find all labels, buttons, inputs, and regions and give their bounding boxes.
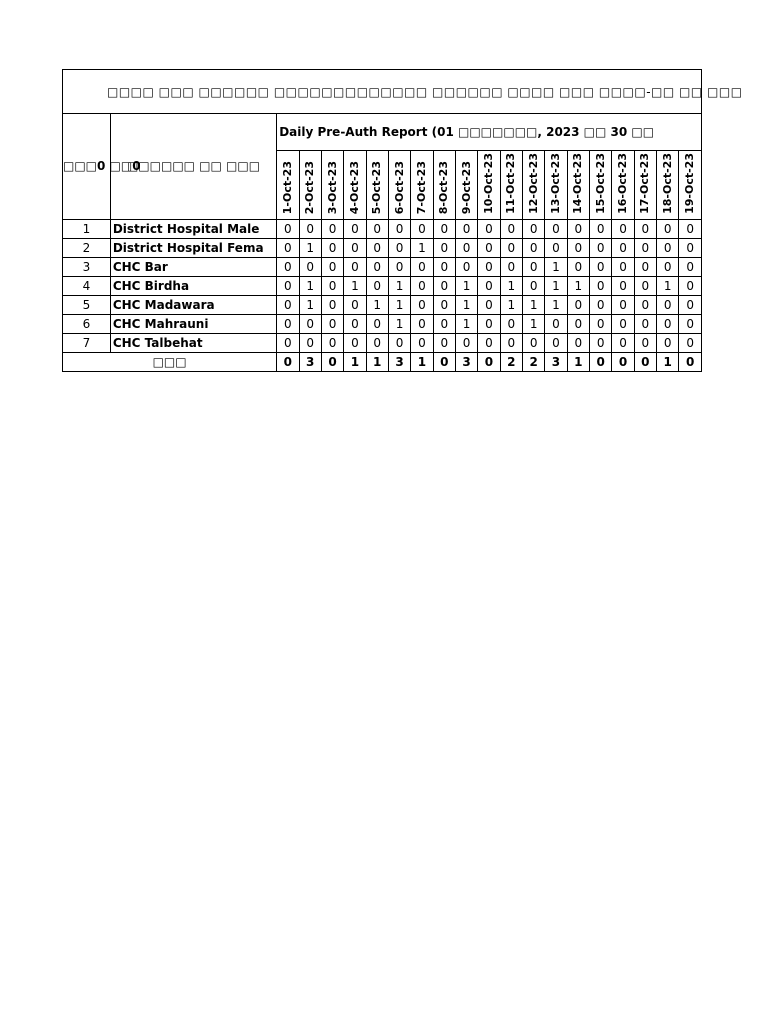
count-cell: 0 bbox=[478, 219, 500, 238]
report-subtitle: Daily Pre-Auth Report (01 □□□□□□□, 2023 □□ 30 □□ bbox=[277, 114, 702, 151]
count-cell: 0 bbox=[590, 257, 612, 276]
date-header-label: 14-Oct-23 bbox=[571, 153, 585, 214]
count-cell: 0 bbox=[366, 314, 388, 333]
count-cell: 0 bbox=[344, 333, 366, 352]
date-header bbox=[657, 151, 679, 220]
date-header-label: 18-Oct-23 bbox=[660, 153, 674, 214]
date-header bbox=[321, 151, 343, 220]
count-cell: 0 bbox=[612, 219, 634, 238]
count-cell: 0 bbox=[478, 276, 500, 295]
count-cell: 0 bbox=[366, 219, 388, 238]
count-cell: 0 bbox=[321, 295, 343, 314]
count-cell: 1 bbox=[366, 295, 388, 314]
count-cell: 1 bbox=[522, 314, 544, 333]
date-header-label: 3-Oct-23 bbox=[325, 160, 339, 214]
count-cell: 1 bbox=[455, 314, 477, 333]
date-header-label: 13-Oct-23 bbox=[548, 153, 562, 214]
count-cell: 1 bbox=[500, 295, 522, 314]
date-header-label: 12-Oct-23 bbox=[526, 153, 540, 214]
total-count-cell: 0 bbox=[612, 352, 634, 371]
total-count-cell: 1 bbox=[366, 352, 388, 371]
date-header bbox=[500, 151, 522, 220]
count-cell: 0 bbox=[567, 295, 589, 314]
count-cell: 1 bbox=[567, 276, 589, 295]
count-cell: 0 bbox=[321, 333, 343, 352]
count-cell: 1 bbox=[299, 276, 321, 295]
count-cell: 0 bbox=[590, 314, 612, 333]
date-header bbox=[277, 151, 299, 220]
total-count-cell: 3 bbox=[455, 352, 477, 371]
count-cell: 0 bbox=[388, 257, 410, 276]
serial-number-cell: 2 bbox=[63, 238, 111, 257]
total-count-cell: 0 bbox=[634, 352, 656, 371]
date-header-label: 19-Oct-23 bbox=[683, 153, 697, 214]
count-cell: 0 bbox=[478, 238, 500, 257]
count-cell: 0 bbox=[545, 314, 567, 333]
count-cell: 0 bbox=[500, 238, 522, 257]
count-cell: 0 bbox=[500, 219, 522, 238]
count-cell: 0 bbox=[277, 276, 299, 295]
serial-number-cell: 4 bbox=[63, 276, 111, 295]
total-count-cell: 3 bbox=[299, 352, 321, 371]
count-cell: 0 bbox=[433, 238, 455, 257]
count-cell: 0 bbox=[299, 333, 321, 352]
count-cell: 0 bbox=[634, 257, 656, 276]
serial-number-header: □□□0 □□0 bbox=[63, 114, 111, 220]
total-count-cell: 1 bbox=[657, 352, 679, 371]
total-count-cell: 3 bbox=[388, 352, 410, 371]
count-cell: 0 bbox=[545, 238, 567, 257]
count-cell: 0 bbox=[590, 295, 612, 314]
total-count-cell: 0 bbox=[277, 352, 299, 371]
total-count-cell: 2 bbox=[500, 352, 522, 371]
count-cell: 0 bbox=[344, 219, 366, 238]
total-count-cell: 1 bbox=[344, 352, 366, 371]
serial-number-cell: 6 bbox=[63, 314, 111, 333]
count-cell: 0 bbox=[522, 257, 544, 276]
table-row bbox=[63, 276, 702, 295]
count-cell: 0 bbox=[344, 257, 366, 276]
count-cell: 1 bbox=[522, 295, 544, 314]
count-cell: 0 bbox=[299, 314, 321, 333]
count-cell: 0 bbox=[612, 238, 634, 257]
date-header bbox=[679, 151, 702, 220]
table-row bbox=[63, 238, 702, 257]
count-cell: 0 bbox=[500, 314, 522, 333]
date-header-label: 11-Oct-23 bbox=[504, 153, 518, 214]
count-cell: 0 bbox=[657, 219, 679, 238]
count-cell: 0 bbox=[321, 276, 343, 295]
date-header-label: 6-Oct-23 bbox=[392, 160, 406, 214]
report-body bbox=[63, 219, 702, 371]
count-cell: 0 bbox=[411, 333, 433, 352]
count-cell: 1 bbox=[299, 295, 321, 314]
total-count-cell: 0 bbox=[590, 352, 612, 371]
total-label: □□□ bbox=[63, 352, 277, 371]
count-cell: 0 bbox=[388, 333, 410, 352]
count-cell: 1 bbox=[545, 276, 567, 295]
count-cell: 0 bbox=[679, 257, 702, 276]
count-cell: 0 bbox=[567, 238, 589, 257]
count-cell: 0 bbox=[478, 333, 500, 352]
count-cell: 0 bbox=[634, 314, 656, 333]
count-cell: 0 bbox=[277, 257, 299, 276]
count-cell: 0 bbox=[277, 314, 299, 333]
count-cell: 1 bbox=[455, 295, 477, 314]
count-cell: 0 bbox=[500, 333, 522, 352]
date-header bbox=[567, 151, 589, 220]
count-cell: 0 bbox=[679, 219, 702, 238]
count-cell: 0 bbox=[545, 219, 567, 238]
total-count-cell: 1 bbox=[411, 352, 433, 371]
count-cell: 0 bbox=[567, 219, 589, 238]
count-cell: 0 bbox=[277, 295, 299, 314]
date-header-label: 16-Oct-23 bbox=[616, 153, 630, 214]
total-count-cell: 1 bbox=[567, 352, 589, 371]
count-cell: 0 bbox=[478, 314, 500, 333]
count-cell: 0 bbox=[478, 257, 500, 276]
date-header-label: 17-Oct-23 bbox=[638, 153, 652, 214]
count-cell: 1 bbox=[657, 276, 679, 295]
date-header-label: 8-Oct-23 bbox=[437, 160, 451, 214]
count-cell: 0 bbox=[612, 333, 634, 352]
count-cell: 0 bbox=[366, 276, 388, 295]
count-cell: 0 bbox=[657, 257, 679, 276]
count-cell: 0 bbox=[411, 276, 433, 295]
total-count-cell: 0 bbox=[679, 352, 702, 371]
count-cell: 0 bbox=[366, 238, 388, 257]
count-cell: 0 bbox=[522, 276, 544, 295]
report-title: □□□□ □□□ □□□□□□ □□□□□□□□□□□□□ □□□□□□ □□□□ □□□ □□□□-□□ □□ □□□ bbox=[63, 70, 702, 114]
count-cell: 0 bbox=[433, 314, 455, 333]
count-cell: 0 bbox=[634, 219, 656, 238]
count-cell: 0 bbox=[679, 276, 702, 295]
date-header bbox=[522, 151, 544, 220]
count-cell: 0 bbox=[455, 238, 477, 257]
count-cell: 0 bbox=[567, 333, 589, 352]
count-cell: 0 bbox=[590, 219, 612, 238]
table-row bbox=[63, 219, 702, 238]
count-cell: 1 bbox=[545, 257, 567, 276]
count-cell: 0 bbox=[411, 219, 433, 238]
count-cell: 0 bbox=[321, 238, 343, 257]
serial-number-cell: 7 bbox=[63, 333, 111, 352]
count-cell: 0 bbox=[321, 314, 343, 333]
count-cell: 0 bbox=[567, 314, 589, 333]
date-header bbox=[366, 151, 388, 220]
table-row bbox=[63, 257, 702, 276]
date-header-label: 7-Oct-23 bbox=[414, 160, 428, 214]
total-count-cell: 2 bbox=[522, 352, 544, 371]
table-row bbox=[63, 333, 702, 352]
count-cell: 0 bbox=[522, 219, 544, 238]
count-cell: 0 bbox=[277, 333, 299, 352]
date-header-label: 2-Oct-23 bbox=[303, 160, 317, 214]
count-cell: 1 bbox=[344, 276, 366, 295]
count-cell: 0 bbox=[679, 238, 702, 257]
count-cell: 0 bbox=[545, 333, 567, 352]
count-cell: 0 bbox=[455, 333, 477, 352]
table-row bbox=[63, 295, 702, 314]
count-cell: 1 bbox=[388, 314, 410, 333]
total-count-cell: 3 bbox=[545, 352, 567, 371]
count-cell: 0 bbox=[299, 219, 321, 238]
serial-number-cell: 5 bbox=[63, 295, 111, 314]
count-cell: 0 bbox=[455, 219, 477, 238]
count-cell: 0 bbox=[612, 276, 634, 295]
count-cell: 0 bbox=[500, 257, 522, 276]
hospital-name-cell: CHC Madawara bbox=[110, 295, 276, 314]
count-cell: 1 bbox=[500, 276, 522, 295]
count-cell: 0 bbox=[612, 295, 634, 314]
count-cell: 1 bbox=[455, 276, 477, 295]
total-count-cell: 0 bbox=[478, 352, 500, 371]
serial-number-cell: 1 bbox=[63, 219, 111, 238]
date-header bbox=[411, 151, 433, 220]
count-cell: 0 bbox=[388, 238, 410, 257]
count-cell: 0 bbox=[344, 314, 366, 333]
count-cell: 0 bbox=[590, 276, 612, 295]
hospital-name-cell: CHC Mahrauni bbox=[110, 314, 276, 333]
count-cell: 0 bbox=[590, 238, 612, 257]
count-cell: 0 bbox=[634, 238, 656, 257]
count-cell: 0 bbox=[679, 333, 702, 352]
count-cell: 0 bbox=[679, 314, 702, 333]
count-cell: 0 bbox=[634, 276, 656, 295]
date-header-label: 15-Oct-23 bbox=[593, 153, 607, 214]
count-cell: 0 bbox=[299, 257, 321, 276]
hospital-name-cell: CHC Bar bbox=[110, 257, 276, 276]
date-header bbox=[590, 151, 612, 220]
count-cell: 0 bbox=[455, 257, 477, 276]
date-header bbox=[344, 151, 366, 220]
count-cell: 0 bbox=[478, 295, 500, 314]
count-cell: 0 bbox=[433, 219, 455, 238]
hospital-name-cell: CHC Birdha bbox=[110, 276, 276, 295]
count-cell: 0 bbox=[634, 295, 656, 314]
count-cell: 0 bbox=[411, 257, 433, 276]
count-cell: 0 bbox=[277, 238, 299, 257]
count-cell: 0 bbox=[522, 238, 544, 257]
date-header bbox=[545, 151, 567, 220]
hospital-name-cell: District Hospital Fema bbox=[110, 238, 276, 257]
total-count-cell: 0 bbox=[321, 352, 343, 371]
date-header bbox=[455, 151, 477, 220]
count-cell: 0 bbox=[366, 333, 388, 352]
date-header-label: 10-Oct-23 bbox=[481, 153, 495, 214]
date-header bbox=[634, 151, 656, 220]
date-header-label: 9-Oct-23 bbox=[459, 160, 473, 214]
count-cell: 0 bbox=[612, 257, 634, 276]
count-cell: 0 bbox=[612, 314, 634, 333]
count-cell: 0 bbox=[433, 276, 455, 295]
count-cell: 0 bbox=[433, 333, 455, 352]
count-cell: 1 bbox=[299, 238, 321, 257]
count-cell: 0 bbox=[321, 257, 343, 276]
count-cell: 0 bbox=[657, 295, 679, 314]
count-cell: 1 bbox=[388, 276, 410, 295]
count-cell: 0 bbox=[567, 257, 589, 276]
count-cell: 0 bbox=[433, 257, 455, 276]
count-cell: 0 bbox=[366, 257, 388, 276]
count-cell: 0 bbox=[433, 295, 455, 314]
date-header-label: 4-Oct-23 bbox=[347, 160, 361, 214]
count-cell: 0 bbox=[388, 219, 410, 238]
count-cell: 0 bbox=[411, 314, 433, 333]
date-header-label: 5-Oct-23 bbox=[370, 160, 384, 214]
total-count-cell: 0 bbox=[433, 352, 455, 371]
total-row bbox=[63, 352, 702, 371]
serial-number-cell: 3 bbox=[63, 257, 111, 276]
count-cell: 0 bbox=[344, 295, 366, 314]
date-header-label: 1-Oct-23 bbox=[280, 160, 294, 214]
table-row bbox=[63, 314, 702, 333]
hospital-name-cell: District Hospital Male bbox=[110, 219, 276, 238]
count-cell: 0 bbox=[657, 238, 679, 257]
count-cell: 0 bbox=[590, 333, 612, 352]
hospital-name-cell: CHC Talbehat bbox=[110, 333, 276, 352]
date-header bbox=[478, 151, 500, 220]
date-header bbox=[433, 151, 455, 220]
report-sheet bbox=[62, 69, 743, 372]
date-header bbox=[388, 151, 410, 220]
date-header bbox=[299, 151, 321, 220]
count-cell: 0 bbox=[634, 333, 656, 352]
date-header bbox=[612, 151, 634, 220]
count-cell: 0 bbox=[522, 333, 544, 352]
count-cell: 0 bbox=[411, 295, 433, 314]
count-cell: 1 bbox=[411, 238, 433, 257]
pre-auth-report-table bbox=[62, 69, 743, 372]
count-cell: 1 bbox=[545, 295, 567, 314]
count-cell: 0 bbox=[679, 295, 702, 314]
count-cell: 0 bbox=[657, 333, 679, 352]
count-cell: 0 bbox=[657, 314, 679, 333]
count-cell: 0 bbox=[277, 219, 299, 238]
count-cell: 0 bbox=[321, 219, 343, 238]
count-cell: 0 bbox=[344, 238, 366, 257]
count-cell: 1 bbox=[388, 295, 410, 314]
hospital-name-header: □□□□□□ □□ □□□ bbox=[110, 114, 276, 220]
